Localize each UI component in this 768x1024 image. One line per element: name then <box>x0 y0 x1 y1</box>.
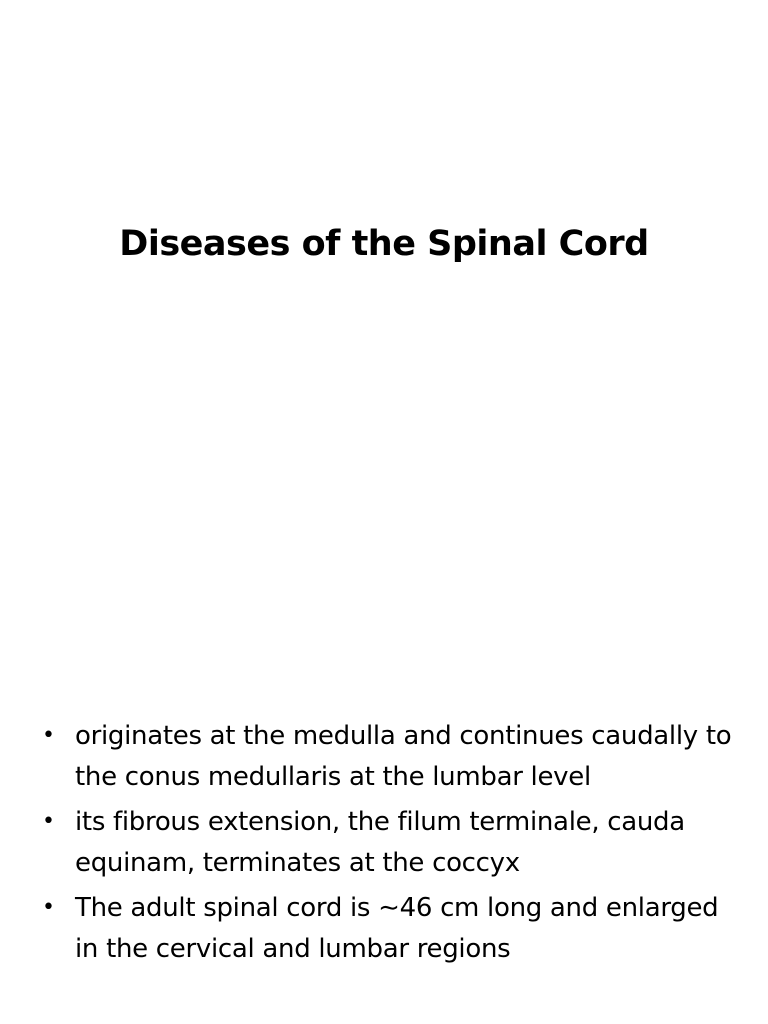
bullet-text: The adult spinal cord is ∼46 cm long and enlarged in the cervical and lumbar regions <box>75 893 719 964</box>
slide-title: Diseases of the Spinal Cord <box>119 224 649 264</box>
bullet-icon: • <box>42 723 55 748</box>
bullet-item <box>40 716 740 797</box>
bullet-list <box>40 716 740 974</box>
bullet-item <box>40 802 740 883</box>
bullet-icon: • <box>42 895 55 920</box>
bullet-text: its fibrous extension, the filum terminale, cauda equinam, terminates at the coccyx <box>75 807 685 878</box>
bullet-icon: • <box>42 809 55 834</box>
bullet-text: originates at the medulla and continues caudally to the conus medullaris at the lumbar level <box>75 721 732 792</box>
bullet-item <box>40 888 740 969</box>
